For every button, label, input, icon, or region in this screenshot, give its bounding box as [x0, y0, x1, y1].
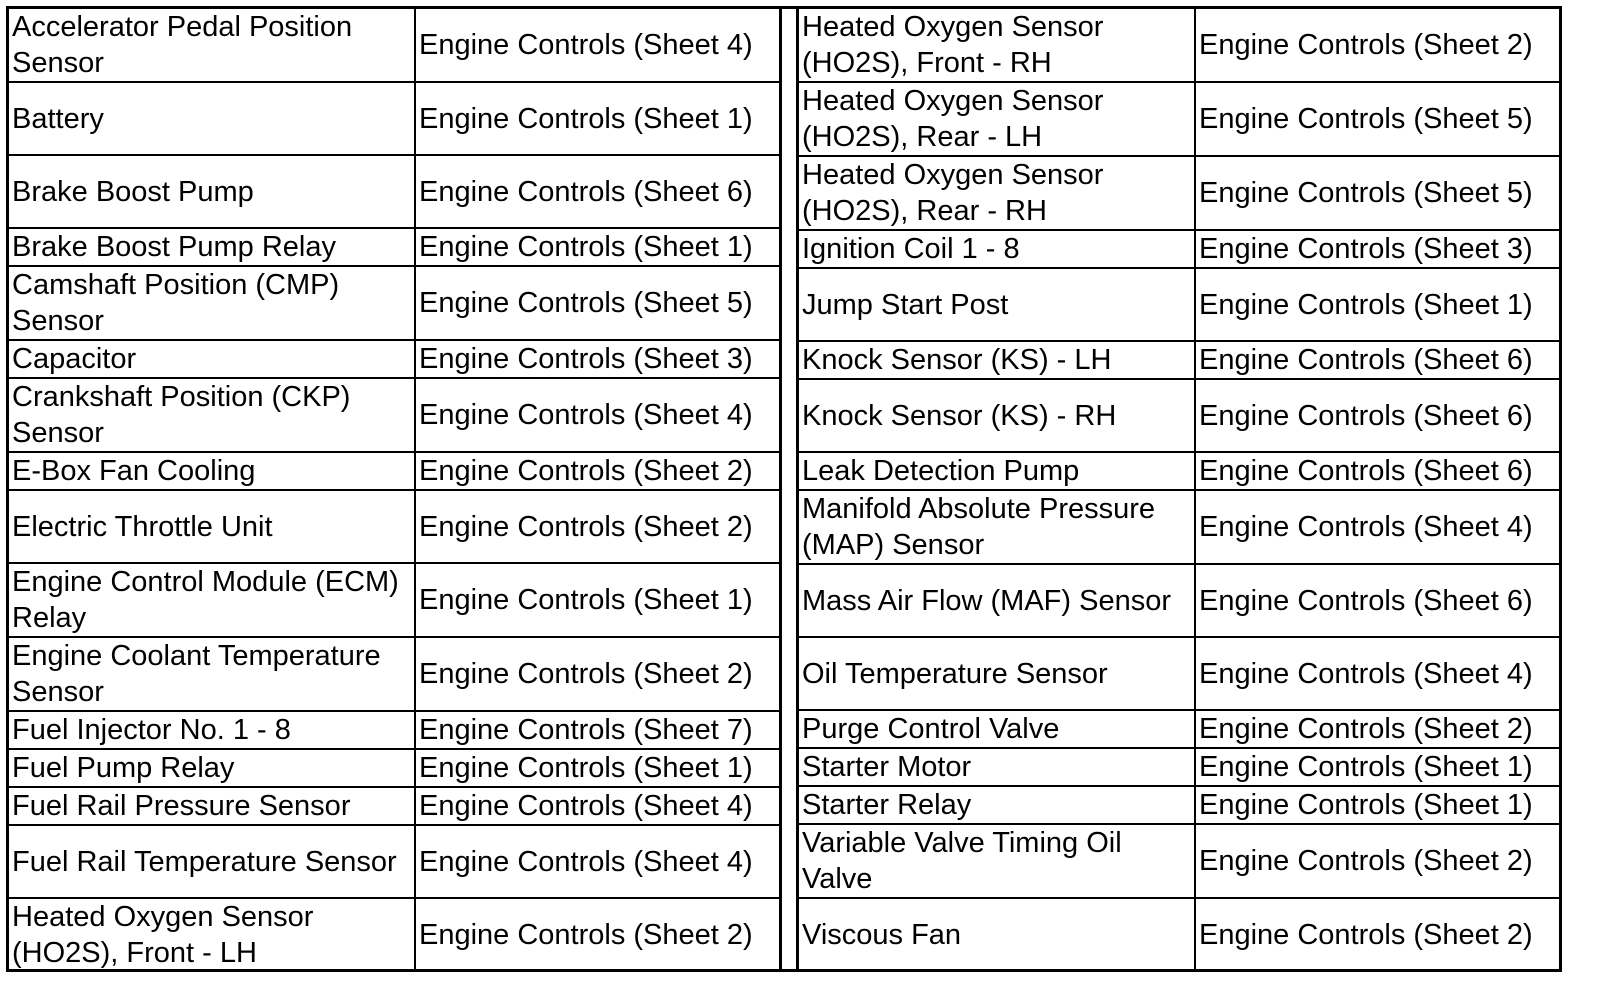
component-name-cell: Mass Air Flow (MAF) Sensor: [799, 564, 1195, 637]
schematic-location-cell: Engine Controls (Sheet 4): [415, 9, 779, 82]
right-column-group: [799, 9, 1559, 969]
schematic-location-cell: Engine Controls (Sheet 5): [415, 266, 779, 340]
component-name-cell: Viscous Fan: [799, 898, 1195, 971]
table-row: [9, 787, 779, 825]
table-row: [799, 230, 1559, 268]
schematic-location-cell: Engine Controls (Sheet 7): [415, 711, 779, 749]
schematic-location-cell: Engine Controls (Sheet 2): [1195, 710, 1559, 748]
table-row: [799, 490, 1559, 564]
component-name-cell: Heated Oxygen Sensor (HO2S), Rear - RH: [799, 156, 1195, 230]
table-row: [799, 748, 1559, 786]
schematic-location-cell: Engine Controls (Sheet 1): [1195, 748, 1559, 786]
component-name-cell: Starter Motor: [799, 748, 1195, 786]
component-name-cell: Capacitor: [9, 340, 415, 378]
schematic-location-cell: Engine Controls (Sheet 1): [415, 82, 779, 155]
schematic-location-cell: Engine Controls (Sheet 6): [1195, 341, 1559, 379]
table-row: [799, 156, 1559, 230]
table-row: [799, 786, 1559, 824]
table-row: [799, 710, 1559, 748]
component-name-cell: Heated Oxygen Sensor (HO2S), Front - RH: [799, 9, 1195, 82]
schematic-location-cell: Engine Controls (Sheet 2): [1195, 898, 1559, 971]
table-row: [799, 898, 1559, 971]
schematic-location-cell: Engine Controls (Sheet 6): [415, 155, 779, 228]
component-index-table: [6, 6, 1562, 972]
component-name-cell: Fuel Rail Temperature Sensor: [9, 825, 415, 898]
schematic-location-cell: Engine Controls (Sheet 2): [1195, 9, 1559, 82]
table-row: [9, 749, 779, 787]
table-row: [799, 341, 1559, 379]
table-row: [799, 82, 1559, 156]
table-row: [9, 637, 779, 711]
schematic-location-cell: Engine Controls (Sheet 1): [415, 228, 779, 266]
table-row: [9, 340, 779, 378]
table-row: [9, 266, 779, 340]
component-name-cell: Engine Coolant Temperature Sensor: [9, 637, 415, 711]
component-name-cell: Camshaft Position (CMP) Sensor: [9, 266, 415, 340]
table-row: [9, 825, 779, 898]
component-name-cell: Electric Throttle Unit: [9, 490, 415, 563]
table-row: [9, 452, 779, 490]
table-row: [9, 898, 779, 971]
schematic-location-cell: Engine Controls (Sheet 2): [415, 490, 779, 563]
schematic-location-cell: Engine Controls (Sheet 4): [415, 787, 779, 825]
table-row: [9, 378, 779, 452]
table-row: [799, 564, 1559, 637]
schematic-location-cell: Engine Controls (Sheet 6): [1195, 564, 1559, 637]
component-name-cell: Variable Valve Timing Oil Valve: [799, 824, 1195, 898]
table-row: [799, 379, 1559, 452]
component-name-cell: Fuel Rail Pressure Sensor: [9, 787, 415, 825]
schematic-location-cell: Engine Controls (Sheet 1): [1195, 786, 1559, 824]
schematic-location-cell: Engine Controls (Sheet 2): [1195, 824, 1559, 898]
table-row: [9, 9, 779, 82]
component-name-cell: E-Box Fan Cooling: [9, 452, 415, 490]
schematic-location-cell: Engine Controls (Sheet 1): [1195, 268, 1559, 341]
component-name-cell: Fuel Pump Relay: [9, 749, 415, 787]
schematic-location-cell: Engine Controls (Sheet 6): [1195, 452, 1559, 490]
schematic-location-cell: Engine Controls (Sheet 1): [415, 749, 779, 787]
table-row: [799, 452, 1559, 490]
component-name-cell: Heated Oxygen Sensor (HO2S), Front - LH: [9, 898, 415, 971]
component-name-cell: Starter Relay: [799, 786, 1195, 824]
schematic-location-cell: Engine Controls (Sheet 5): [1195, 156, 1559, 230]
component-name-cell: Brake Boost Pump: [9, 155, 415, 228]
component-name-cell: Heated Oxygen Sensor (HO2S), Rear - LH: [799, 82, 1195, 156]
left-column-group: [9, 9, 779, 969]
table-row: [9, 82, 779, 155]
component-name-cell: Purge Control Valve: [799, 710, 1195, 748]
component-name-cell: Jump Start Post: [799, 268, 1195, 341]
table-row: [9, 563, 779, 637]
schematic-location-cell: Engine Controls (Sheet 6): [1195, 379, 1559, 452]
table-row: [799, 9, 1559, 82]
component-name-cell: Battery: [9, 82, 415, 155]
schematic-location-cell: Engine Controls (Sheet 5): [1195, 82, 1559, 156]
component-name-cell: Oil Temperature Sensor: [799, 637, 1195, 710]
component-name-cell: Manifold Absolute Pressure (MAP) Sensor: [799, 490, 1195, 564]
schematic-location-cell: Engine Controls (Sheet 4): [1195, 637, 1559, 710]
table-row: [799, 824, 1559, 898]
component-name-cell: Knock Sensor (KS) - LH: [799, 341, 1195, 379]
table-row: [9, 155, 779, 228]
schematic-location-cell: Engine Controls (Sheet 1): [415, 563, 779, 637]
schematic-location-cell: Engine Controls (Sheet 3): [415, 340, 779, 378]
schematic-location-cell: Engine Controls (Sheet 4): [415, 825, 779, 898]
schematic-location-cell: Engine Controls (Sheet 2): [415, 452, 779, 490]
left-table: [9, 9, 779, 971]
component-name-cell: Engine Control Module (ECM) Relay: [9, 563, 415, 637]
component-name-cell: Accelerator Pedal Position Sensor: [9, 9, 415, 82]
table-row: [9, 711, 779, 749]
component-name-cell: Fuel Injector No. 1 - 8: [9, 711, 415, 749]
table-row: [799, 637, 1559, 710]
component-name-cell: Knock Sensor (KS) - RH: [799, 379, 1195, 452]
schematic-location-cell: Engine Controls (Sheet 2): [415, 637, 779, 711]
schematic-location-cell: Engine Controls (Sheet 2): [415, 898, 779, 971]
table-row: [799, 268, 1559, 341]
schematic-location-cell: Engine Controls (Sheet 4): [1195, 490, 1559, 564]
schematic-location-cell: Engine Controls (Sheet 4): [415, 378, 779, 452]
column-separator: [779, 9, 799, 969]
table-row: [9, 228, 779, 266]
component-name-cell: Brake Boost Pump Relay: [9, 228, 415, 266]
table-row: [9, 490, 779, 563]
component-name-cell: Leak Detection Pump: [799, 452, 1195, 490]
component-name-cell: Crankshaft Position (CKP) Sensor: [9, 378, 415, 452]
schematic-location-cell: Engine Controls (Sheet 3): [1195, 230, 1559, 268]
right-table: [799, 9, 1559, 971]
component-name-cell: Ignition Coil 1 - 8: [799, 230, 1195, 268]
